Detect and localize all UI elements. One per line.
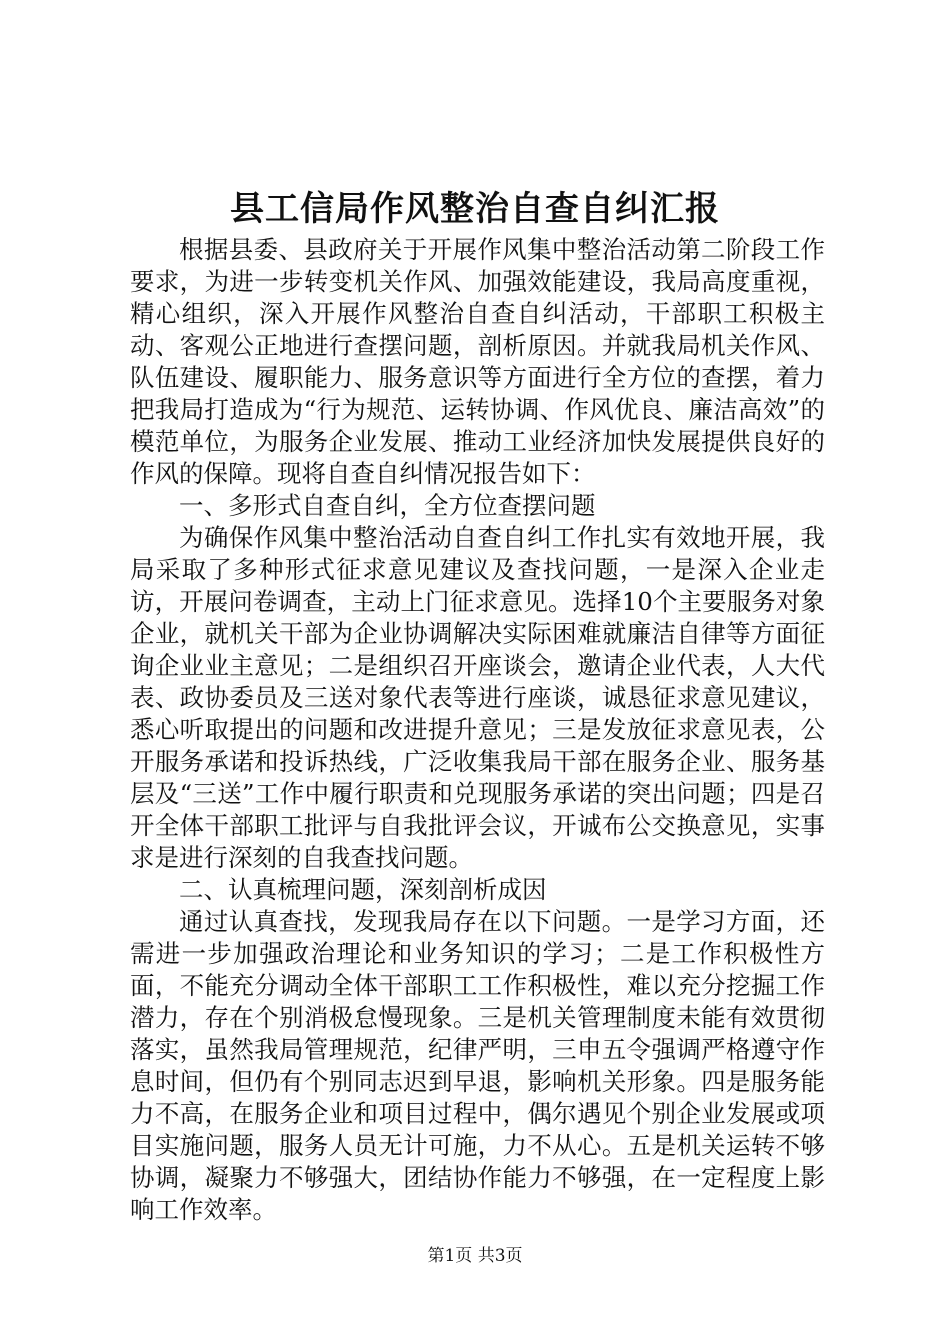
page-footer: 第1页 共3页 bbox=[427, 1246, 523, 1266]
intro-paragraph: 根据县委、县政府关于开展作风集中整治活动第二阶段工作要求，为进一步转变机关作风、加强效能建设，我局高度重视，精心组织，深入开展作风整治自查自纠活动，干部职工积极主动、客观公正地进行查摆问题，剖析原因。并就我局机关作风、队伍建设、履职能力、服务意识等方面进行全方位的查摆，着力把我局打造成为“行为规范、运转协调、作风优良、廉洁高效”的模范单位，为服务企业发展、推动工业经济加快发展提供良好的作风的保障。现将自查自纠情况报告如下： bbox=[130, 235, 825, 488]
document-body bbox=[130, 234, 825, 1226]
section-paragraph-2: 通过认真查找，发现我局存在以下问题。一是学习方面，还需进一步加强政治理论和业务知识的学习；二是工作积极性方面，不能充分调动全体干部职工工作积极性，难以充分挖掘工作潜力，存在个别消极怠慢现象。三是机关管理制度未能有效贯彻落实，虽然我局管理规范，纪律严明，三申五令强调严格遵守作息时间，但仍有个别同志迟到早退，影响机关形象。四是服务能力不高，在服务企业和项目过程中，偶尔遇见个别企业发展或项目实施问题，服务人员无计可施，力不从心。五是机关运转不够协调，凝聚力不够强大，团结协作能力不够强，在一定程度上影响工作效率。 bbox=[130, 907, 825, 1224]
document-title: 县工信局作风整治自查自纠汇报 bbox=[230, 189, 720, 229]
section-heading-1: 一、多形式自查自纠，全方位查摆问题 bbox=[179, 491, 596, 520]
section-heading-2: 二、认真梳理问题，深刻剖析成因 bbox=[179, 875, 547, 904]
section-paragraph-1: 为确保作风集中整治活动自查自纠工作扎实有效地开展，我局采取了多种形式征求意见建议及查找问题，一是深入企业走访，开展问卷调查，主动上门征求意见。选择10个主要服务对象企业，就机关干部为企业协调解决实际困难就廉洁自律等方面征询企业业主意见；二是组织召开座谈会，邀请企业代表，人大代表、政协委员及三送对象代表等进行座谈，诚恳征求意见建议，悉心听取提出的问题和改进提升意见；三是发放征求意见表，公开服务承诺和投诉热线，广泛收集我局干部在服务企业、服务基层及“三送”工作中履行职责和兑现服务承诺的突出问题；四是召开全体干部职工批评与自我批评会议，开诚布公交换意见，实事求是进行深刻的自我查找问题。 bbox=[130, 523, 825, 872]
